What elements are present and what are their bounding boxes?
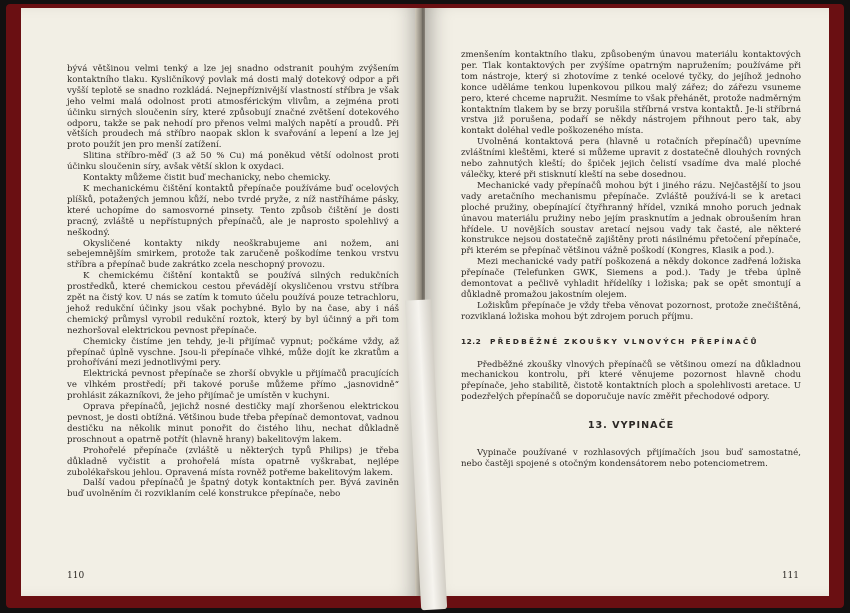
- right-page: [425, 8, 829, 596]
- section-paragraphs: [461, 360, 801, 404]
- left-page: [21, 8, 419, 596]
- section-title: PŘEDBĚŽNÉ ZKOUŠKY VLNOVÝCH PŘEPÍNAČŮ: [490, 336, 759, 346]
- paragraph: Mechanické vady přepínačů mohou být i jiného rázu. Nejčastější to jsou vady aretačního mechanismu přepínače. Zvláště používá-li se k aretaci ploché pružiny, obepínající čtyřhranný hřídel, vzniká mnoho poruch jednak únavou materiálu pružiny nebo jejím prasknutím a jednak obroušením hran hřídele. U novějších soustav aretací nejsou vady tak časté, ale některé konstrukce nejsou dostatečně zajištěny proti násilnému přetočení přepínače, při kterém se přepínač většinou vážně poškodí (Kongres, Klasik a pod.).: [461, 180, 801, 257]
- paragraph: Uvolněná kontaktová pera (hlavně u rotačních přepínačů) upevníme zvláštními kleštěmi, které si můžeme upravit z dostatečně dlouhých rovných nebo zahnutých kleští; do špiček jejich čelistí vsadíme dva malé ploché válečky, které při stisknutí kleští na sebe dosednou.: [461, 137, 801, 180]
- paragraph: Další vadou přepínačů je špatný dotyk kontaktních per. Bývá zaviněn buď uvolněním či rozviklaním celé konstrukce přepínače, nebo: [67, 478, 399, 500]
- right-top-paragraphs: [461, 50, 801, 323]
- paragraph: Oprava přepínačů, jejichž nosné destičky mají zhoršenou elektrickou pevnost, je dosti obtížná. Většinou bude třeba přepínač demontovat, vadnou destičku na několik minut ponořit do čistého lihu, nechat důkladně proschnout a opatrně potřít (hlavně hrany) bakelitovým lakem.: [67, 402, 399, 445]
- paragraph: Ložiskům přepínače je vždy třeba věnovat pozornost, protože znečištěná, rozviklaná ložiska mohou být zdrojem poruch příjmu.: [461, 300, 801, 322]
- paragraph: Elektrická pevnost přepínače se zhorší obvykle u přijímačů pracujících ve vlhkém prostředí; při takové poruše můžeme přímo „jasnovidně“ prohlásit zákazníkovi, že jeho přijímač je umístěn v kuchyni.: [67, 369, 399, 402]
- paragraph: K mechanickému čištění kontaktů přepínače používáme buď ocelových plíšků, potažených jemnou kůží, nebo tvrdé pryže, z níž nastříháme pásky, které uchopíme do samosvorné pinsety. Tento způsob čištění je dosti pracný, zvláště u nepřístupných přepínačů, ale je naprosto spolehlivý a neškodný.: [67, 183, 399, 238]
- paragraph: K chemickému čištění kontaktů se používá silných redukčních prostředků, které chemickou cestou převádějí okysličenou vrstvu stříbra zpět na čistý kov. U nás se zatím k tomuto účelu používá pouze tetrachloru, jehož redukční účinky jsou však pochybné. Bylo by na čase, aby i náš chemický průmysl vyrobil redukční roztok, který by byl účinný a při tom nezhoršoval elektrickou pevnost přepínače.: [67, 271, 399, 336]
- paragraph: Vypinače používané v rozhlasových přijímačích jsou buď samostatné, nebo častěji spojené s otočným kondensátorem nebo potenciometrem.: [461, 448, 801, 469]
- paragraph: Mezi mechanické vady patří poškozená a někdy dokonce zadřená ložiska přepínače (Telefunken GWK, Siemens a pod.). Tady je třeba úplně demontovat a pečlivě vyhladit hřídelíky i ložiska; pak se opět smontují a důkladně promažou jakostním olejem.: [461, 257, 801, 300]
- paragraph: Předběžné zkoušky vlnových přepínačů se většinou omezí na důkladnou mechanickou kontrolu, při které věnujeme pozornost hlavně chodu přepínače, jeho stabilitě, čistotě kontaktních ploch a spolehlivosti aretace. U podezřelých přepínačů se doporučuje navíc změřit přechodové odpory.: [461, 359, 801, 403]
- chapter-paragraphs: [461, 448, 801, 470]
- page-number-right: 111: [781, 571, 799, 582]
- paragraph: zmenšením kontaktního tlaku, způsobeným únavou materiálu kontaktových per. Tlak kontaktových per zvýšíme opatrným napružením; používáme při tom nástroje, který si zhotovíme z tenké ocelové tyčky, do jejíhož jednoho konce uděláme tenkou lupenkovou pilkou malý zářez; do zářezu vsuneme pero, které chceme napružit. Nesmíme to však přehánět, protože nadměrným kontaktním tlakem by se brzy porušila stříbrná vrstva kontaktů. Je-li stříbrná vrstva již porušena, podaří se někdy nástrojem přihnout pero tak, aby kontakt doléhal vedle poškozeného místa.: [461, 50, 801, 137]
- left-text-column: [67, 64, 399, 500]
- page-number-left: 110: [67, 571, 85, 582]
- paragraph: Kontakty můžeme čistit buď mechanicky, nebo chemicky.: [83, 173, 331, 184]
- chapter-title: 13. VYPINAČE: [587, 420, 675, 432]
- section-heading: [461, 337, 801, 348]
- section-number: 12.2: [461, 336, 482, 346]
- right-text-column: [461, 50, 801, 470]
- paragraph: Okysličené kontakty nikdy neoškrabujeme ani nožem, ani sebejemnějším smirkem, protože tak zaručeně poškodíme tenkou vrstvu stříbra a přepínač bude zakrátko zcela neschopný provozu.: [67, 238, 399, 271]
- paragraph: Prohořelé přepínače (zvláště u některých typů Philips) je třeba důkladně vyčistit a prohořelá místa opatrně vyškrabat, nejlépe zubolékařskou jehlou. Opravená místa rovněž potřeme bakelitovým lakem.: [67, 445, 399, 478]
- paragraph: bývá většinou velmi tenký a lze jej snadno odstranit pouhým zvýšením kontaktního tlaku. Kysličníkový povlak má dosti malý dotekový odpor a při vyšší teplotě se snadno rozkládá. Nejnepříznivější vlastností stříbra je však jeho velmi malá odolnost proti atmosférickým vlivům, a zejména proti účinku sirných sloučenin síry, které způsobují značné zvětšení dotekového odporu, takže se pak nehodí pro přenos velmi malých napětí a proudů. Při větších proudech má stříbro naopak sklon k svařování a lepení a lze jej proto použít jen pro menší zatížení.: [67, 64, 399, 151]
- paragraph: Chemicky čistíme jen tehdy, je-li přijímač vypnut; počkáme vždy, až přepínač úplně vyschne. Jsou-li přepínače vlhké, může dojít ke zkratům a prohořívání mezi jednotlivými pery.: [67, 336, 399, 369]
- paragraph: Slitina stříbro-měď (3 až 50 % Cu) má poněkud větší odolnost proti účinku sloučenin síry, avšak větší sklon k oxydaci.: [67, 151, 399, 173]
